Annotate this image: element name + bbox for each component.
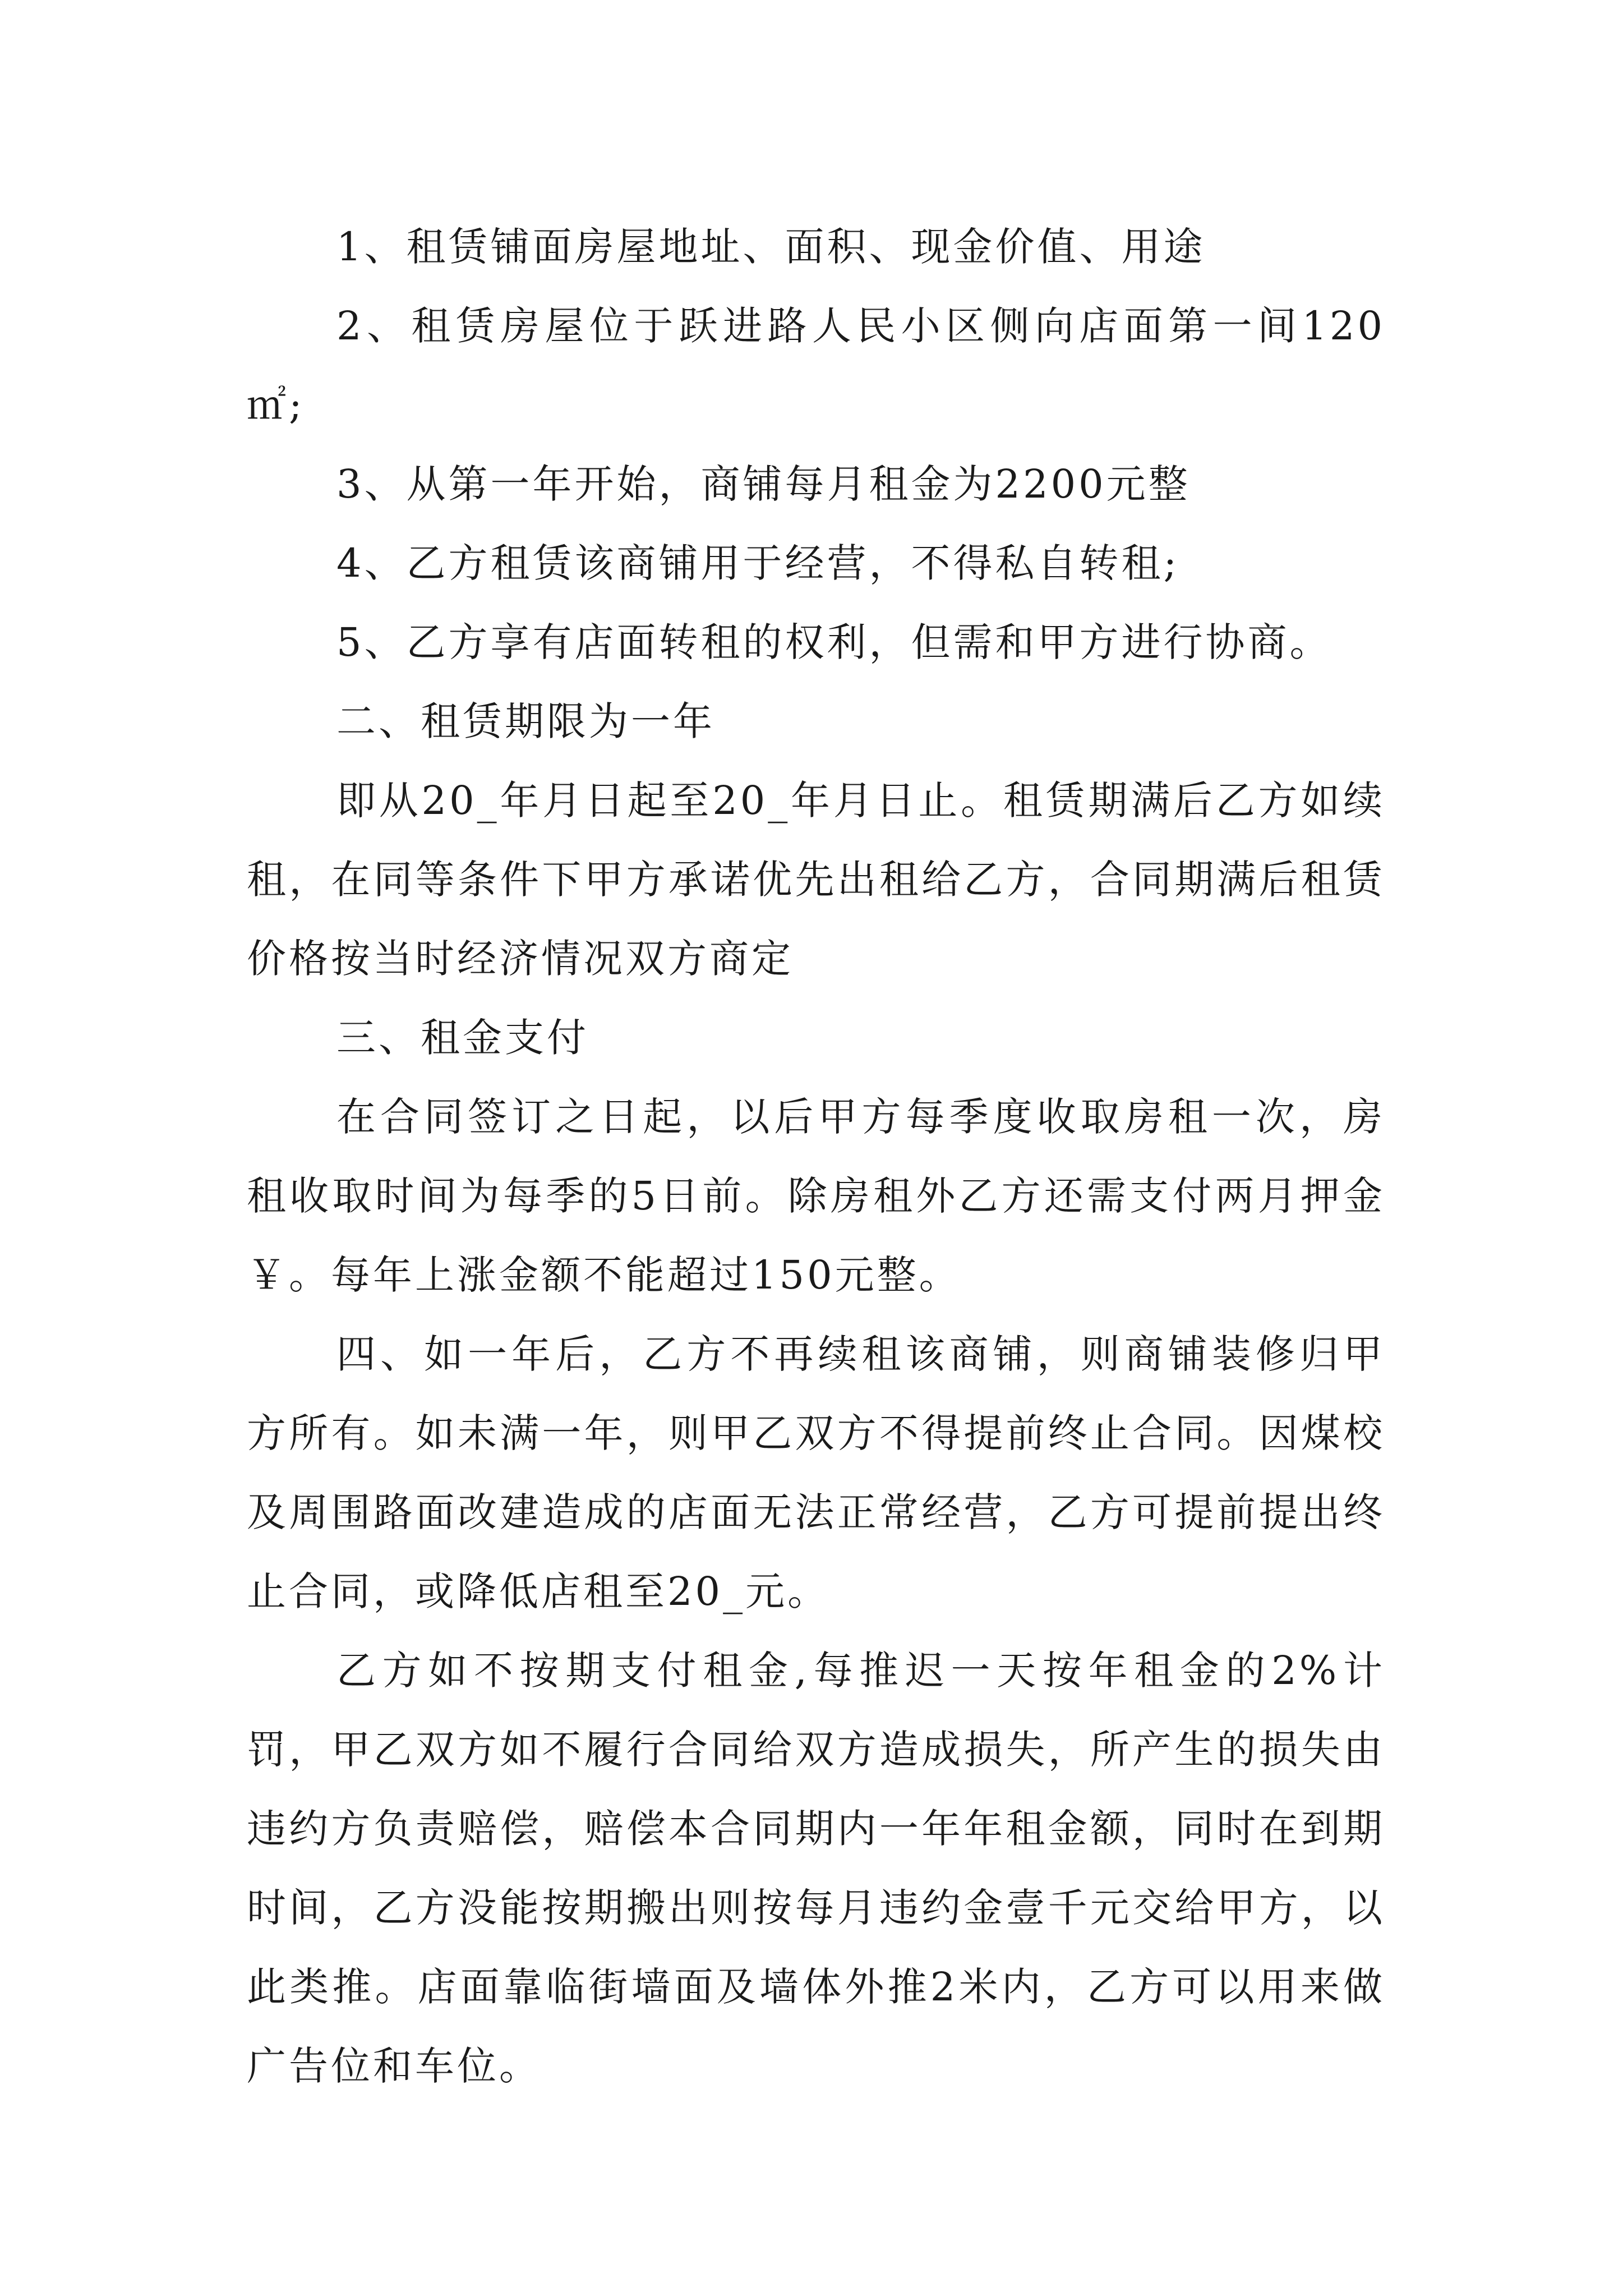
- section-4-body: 四、如一年后，乙方不再续租该商铺，则商铺装修归甲方所有。如未满一年，则甲乙双方不得提前终止合同。因煤校及周围路面改建造成的店面无法正常经营，乙方可提前提出终止合同，或降低店租至20_元。: [247, 1331, 1385, 1614]
- clause-2-location: 2、租赁房屋位于跃进路人民小区侧向店面第一间120㎡;: [247, 303, 1385, 428]
- section-3-heading: 三、租金支付: [336, 1015, 589, 1061]
- clause-3-monthly-rent: 3、从第一年开始，商铺每月租金为2200元整: [336, 461, 1191, 507]
- penalty-clause: 乙方如不按期支付租金,每推迟一天按年租金的2%计罚，甲乙双方如不履行合同给双方造成损失，所产生的损失由违约方负责赔偿，赔偿本合同期内一年年租金额，同时在到期时间，乙方没能按期搬出则按每月违约金壹千元交给甲方，以此类推。店面靠临街墙面及墙体外推2米内，乙方可以用来做广告位和车位。: [247, 1648, 1385, 2089]
- clause-1-premises: 1、租赁铺面房屋地址、面积、现金价值、用途: [336, 224, 1206, 270]
- section-2-body: 即从20_年月日起至20_年月日止。租赁期满后乙方如续租，在同等条件下甲方承诺优先出租给乙方，合同期满后租赁价格按当时经济情况双方商定: [247, 777, 1385, 982]
- document-body: [247, 208, 1385, 2106]
- clause-4-usage: 4、乙方租赁该商铺用于经营，不得私自转租;: [336, 540, 1180, 586]
- section-2-heading: 二、租赁期限为一年: [336, 698, 715, 744]
- clause-5-sublease: 5、乙方享有店面转租的权利，但需和甲方进行协商。: [336, 619, 1332, 665]
- section-3-body: 在合同签订之日起，以后甲方每季度收取房租一次，房租收取时间为每季的5日前。除房租外乙方还需支付两月押金￥。每年上涨金额不能超过150元整。: [247, 1094, 1385, 1298]
